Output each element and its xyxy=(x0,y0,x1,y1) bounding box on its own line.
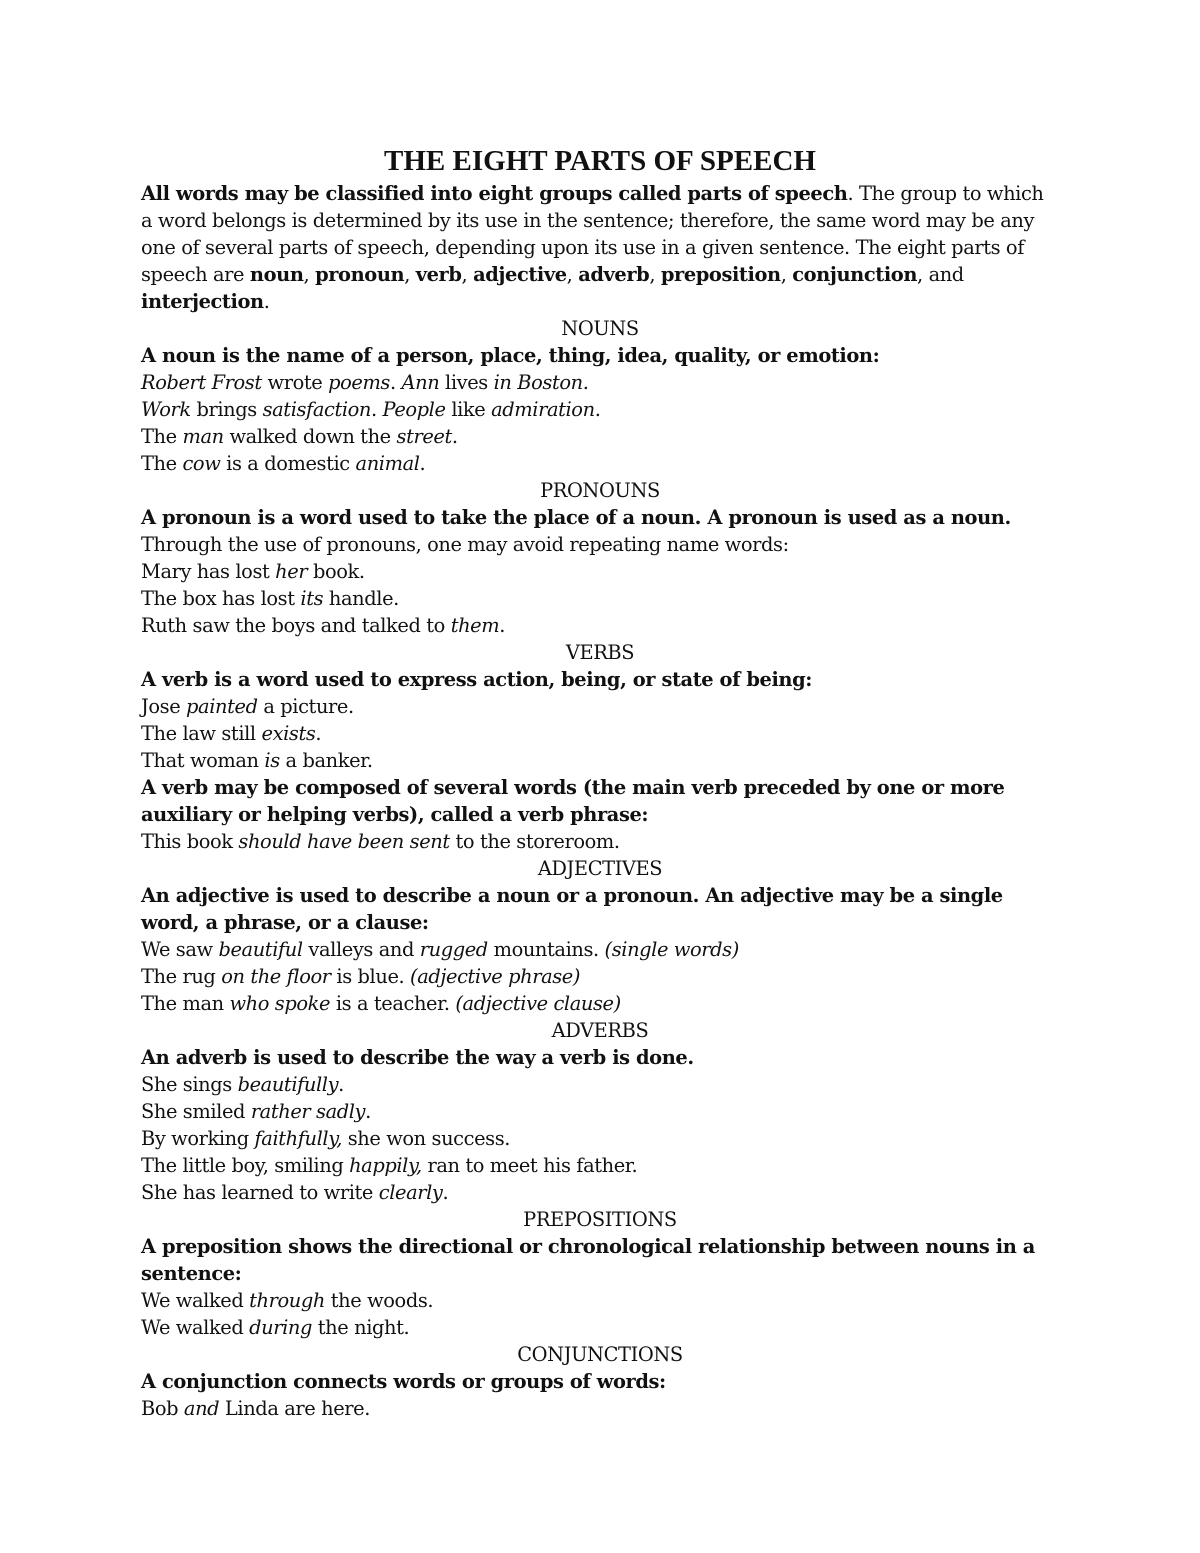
pos-adjective: adjective xyxy=(473,263,567,286)
section-heading-nouns: NOUNS xyxy=(561,317,639,340)
pos-preposition: preposition xyxy=(660,263,781,286)
document-page xyxy=(141,142,1059,1422)
adverbs-example: She smiled rather sadly. xyxy=(141,1100,371,1123)
prepositions-example: We walked during the night. xyxy=(141,1316,410,1339)
nouns-example: Robert Frost wrote poems. Ann lives in Boston. xyxy=(141,371,589,394)
nouns-example: The man walked down the street. xyxy=(141,425,458,448)
prepositions-rule: A preposition shows the directional or chronological relationship between nouns in a sentence: xyxy=(141,1235,1035,1285)
verbs-phrase-rule: A verb may be composed of several words (the main verb preceded by one or more auxiliary or helping verbs), called a verb phrase: xyxy=(141,776,1005,826)
section-heading-verbs: VERBS xyxy=(565,641,635,664)
pos-conjunction: conjunction xyxy=(792,263,918,286)
intro-lead: All words may be classified into eight groups called parts of speech xyxy=(141,182,848,205)
adjectives-example: The man who spoke is a teacher. (adjective clause) xyxy=(141,992,621,1015)
prepositions-example: We walked through the woods. xyxy=(141,1289,434,1312)
page-title: THE EIGHT PARTS OF SPEECH xyxy=(384,145,816,177)
verbs-rule: A verb is a word used to express action, being, or state of being: xyxy=(141,668,813,691)
verbs-example: The law still exists. xyxy=(141,722,322,745)
conjunctions-example: Bob and Linda are here. xyxy=(141,1397,370,1420)
section-heading-prepositions: PREPOSITIONS xyxy=(523,1208,677,1231)
verbs-example: Jose painted a picture. xyxy=(141,695,354,718)
section-heading-adjectives: ADJECTIVES xyxy=(537,857,663,880)
pronouns-rule: A pronoun is a word used to take the place of a noun. A pronoun is used as a noun. xyxy=(141,506,1011,529)
pos-pronoun: pronoun xyxy=(315,263,405,286)
adjectives-example: The rug on the floor is blue. (adjective phrase) xyxy=(141,965,581,988)
adverbs-example: The little boy, smiling happily, ran to meet his father. xyxy=(141,1154,638,1177)
intro-paragraph: All words may be classified into eight groups called parts of speech. The group to which a word belongs is determined by its use in the sentence; therefore, the same word may be any one of several parts of speech, depending upon its use in a given sentence. The eight parts of speech are noun, pronoun, verb, adjective, adverb, preposition, conjunction, and interjection. xyxy=(141,182,1044,313)
adverbs-example: She has learned to write clearly. xyxy=(141,1181,449,1204)
adjectives-rule: An adjective is used to describe a noun or a pronoun. An adjective may be a single word, a phrase, or a clause: xyxy=(141,884,1003,934)
verbs-example: That woman is a banker. xyxy=(141,749,373,772)
nouns-rule: A noun is the name of a person, place, thing, idea, quality, or emotion: xyxy=(141,344,880,367)
pos-noun: noun xyxy=(249,263,304,286)
adjectives-example: We saw beautiful valleys and rugged mountains. (single words) xyxy=(141,938,739,961)
pos-interjection: interjection xyxy=(141,290,264,313)
section-heading-adverbs: ADVERBS xyxy=(551,1019,649,1042)
pronouns-example: Ruth saw the boys and talked to them. xyxy=(141,614,506,637)
verbs-example: This book should have been sent to the storeroom. xyxy=(141,830,620,853)
pronouns-example: Through the use of pronouns, one may avoid repeating name words: xyxy=(141,533,789,556)
section-heading-pronouns: PRONOUNS xyxy=(540,479,660,502)
conjunctions-rule: A conjunction connects words or groups of words: xyxy=(141,1370,666,1393)
pronouns-example: Mary has lost her book. xyxy=(141,560,365,583)
pos-verb: verb xyxy=(415,263,462,286)
section-heading-conjunctions: CONJUNCTIONS xyxy=(517,1343,683,1366)
pos-adverb: adverb xyxy=(578,263,650,286)
adverbs-example: She sings beautifully. xyxy=(141,1073,344,1096)
adverbs-example: By working faithfully, she won success. xyxy=(141,1127,511,1150)
nouns-example: Work brings satisfaction. People like admiration. xyxy=(141,398,601,421)
pronouns-example: The box has lost its handle. xyxy=(141,587,399,610)
nouns-example: The cow is a domestic animal. xyxy=(141,452,426,475)
adverbs-rule: An adverb is used to describe the way a verb is done. xyxy=(141,1046,694,1069)
